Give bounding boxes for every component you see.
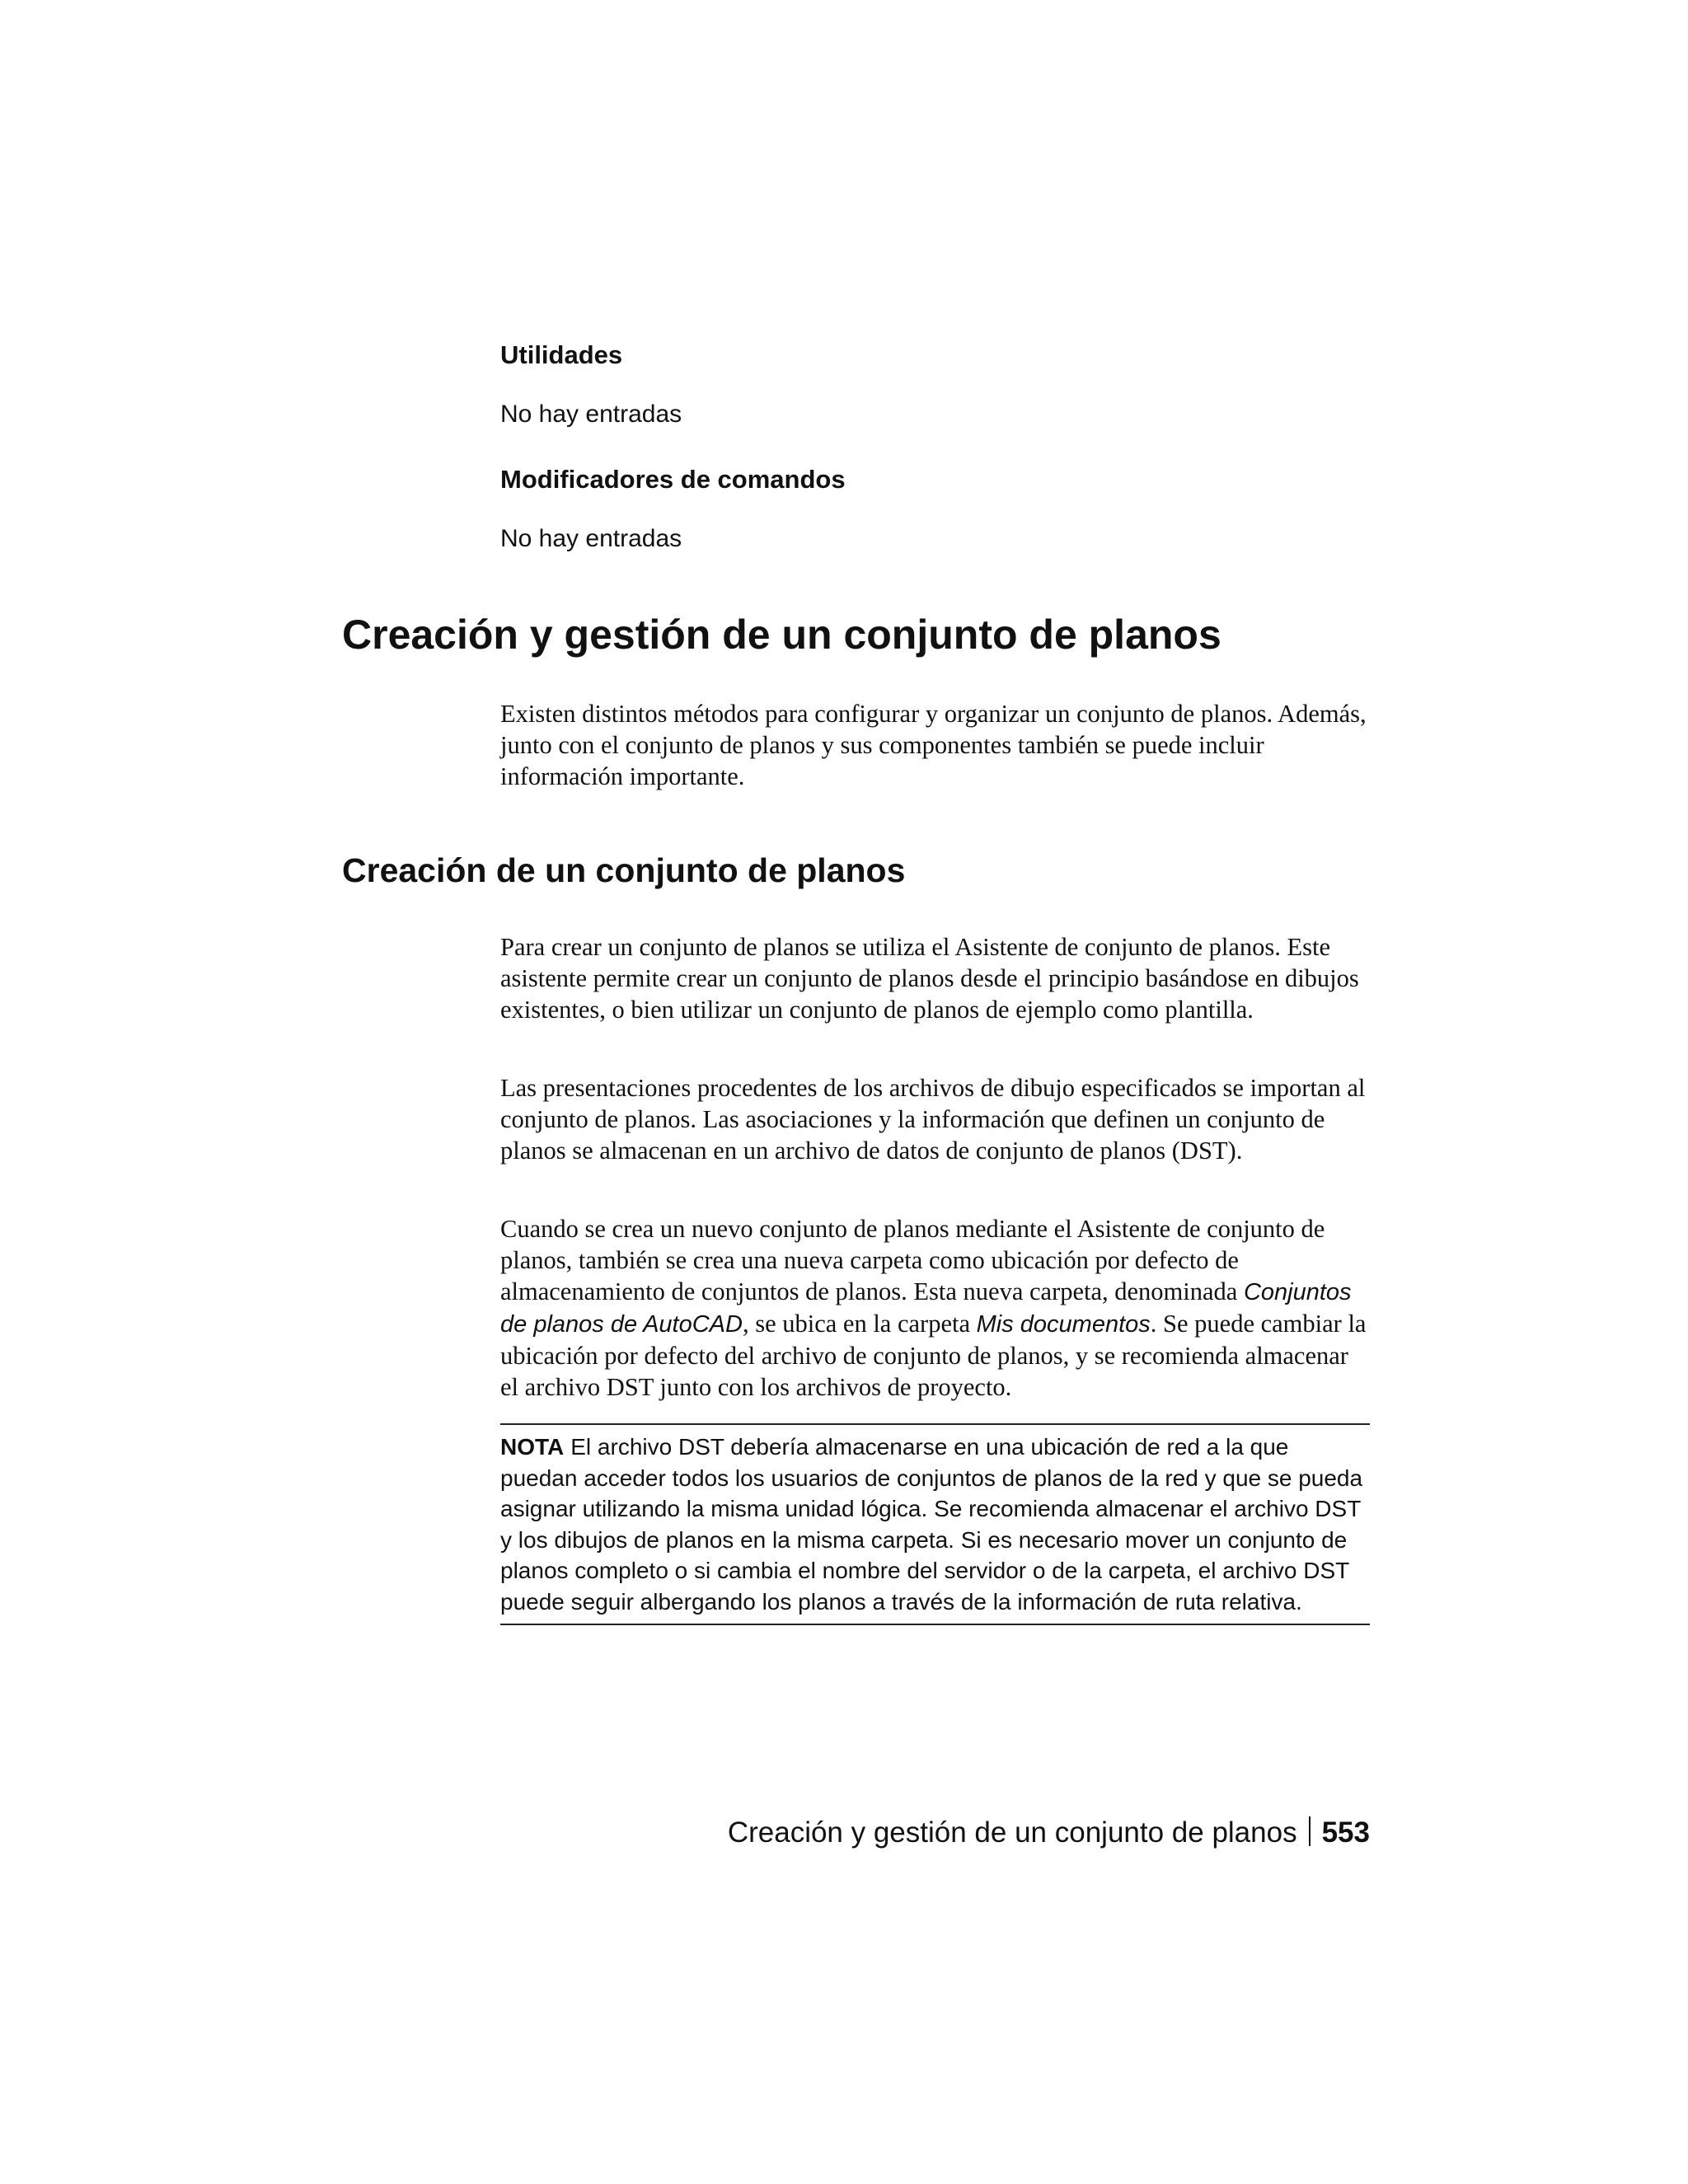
paragraph-2: Las presentaciones procedentes de los archivos de dibujo especificados se importan al conjunto de planos. Las asociaciones y la información que definen un conjunto de planos se almacenan en un archivo de datos de conjunto de planos (DST). — [500, 1074, 1366, 1165]
paragraph-3 — [500, 1213, 1370, 1403]
note-label: NOTA — [500, 1434, 565, 1460]
sub-heading: Creación de un conjunto de planos — [342, 851, 906, 889]
paragraph-3-text-3: . Se puede cambiar la ubicación por defecto del archivo de conjunto de planos, y se recomienda almacenar el archivo DST junto con los archivos de proyecto. — [500, 1310, 1367, 1401]
main-heading: Creación y gestión de un conjunto de planos — [342, 612, 1221, 658]
intro-paragraph: Existen distintos métodos para configurar y organizar un conjunto de planos. Además, junto con el conjunto de planos y sus componentes también se puede incluir información importante. — [500, 700, 1367, 790]
section-body-modificadores: No hay entradas — [500, 525, 682, 552]
note-text: El archivo DST debería almacenarse en una ubicación de red a la que puedan acceder todos los usuarios de conjuntos de planos de la red y que se pueda asignar utilizando la misma unidad lógica. Se recomienda almacenar el archivo DST y los dibujos de planos en la misma carpeta. Si es necesario mover un conjunto de planos completo o si cambia el nombre del servidor o de la carpeta, el archivo DST puede seguir albergando los planos a través de la información de ruta relativa. — [500, 1434, 1363, 1615]
page-number: 553 — [1321, 1816, 1370, 1849]
paragraph-3-italic-1: Conjuntos de planos de AutoCAD — [500, 1279, 1352, 1338]
page-footer — [728, 1813, 1370, 1853]
section-body-utilidades: No hay entradas — [500, 401, 682, 428]
section-heading-modificadores: Modificadores de comandos — [500, 465, 846, 494]
note-box — [500, 1423, 1370, 1625]
footer-separator — [1309, 1816, 1311, 1846]
section-heading-utilidades: Utilidades — [500, 340, 623, 369]
paragraph-1: Para crear un conjunto de planos se utiliza el Asistente de conjunto de planos. Este asistente permite crear un conjunto de planos desde el principio basándose en dibujos existentes, o bien utilizar un conjunto de planos de ejemplo como plantilla. — [500, 933, 1359, 1024]
paragraph-3-text-2: , se ubica en la carpeta — [742, 1310, 977, 1338]
paragraph-3-italic-2: Mis documentos — [976, 1311, 1151, 1338]
paragraph-3-text-1: Cuando se crea un nuevo conjunto de planos mediante el Asistente de conjunto de planos, también se crea una nueva carpeta como ubicación por defecto de almacenamiento de conjuntos de planos. Esta nueva carpeta, denominada — [500, 1215, 1325, 1305]
footer-running-title: Creación y gestión de un conjunto de planos — [727, 1816, 1297, 1849]
